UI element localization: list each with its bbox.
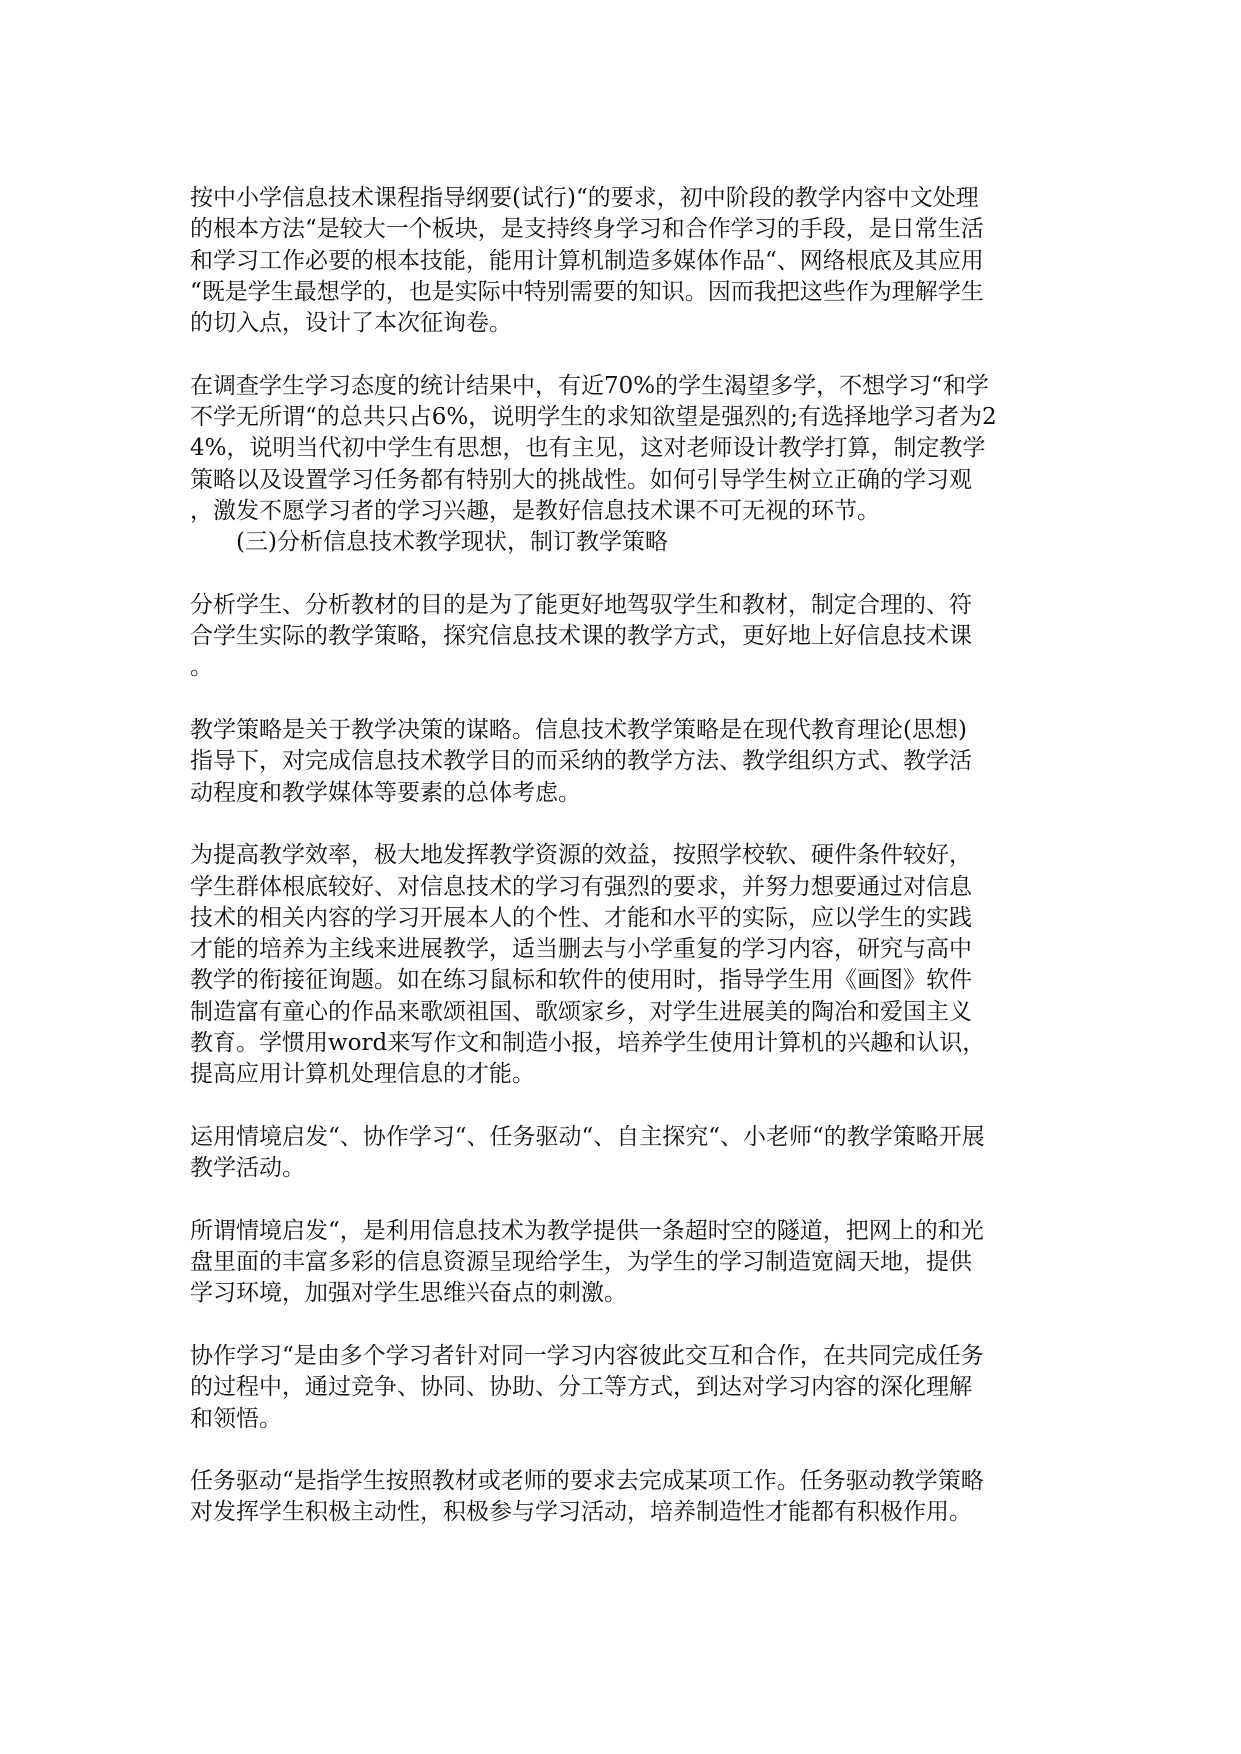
- paragraph-teaching-efficiency: [190, 840, 1060, 1090]
- text-line: “既是学生最想学的，也是实际中特别需要的知识。因而我把这些作为理解学生: [190, 278, 984, 305]
- text-line: 教学策略是关于教学决策的谋略。信息技术教学策略是在现代教育理论(思想): [190, 717, 967, 744]
- section-heading: (三)分析信息技术教学现状，制订教学策略: [236, 529, 668, 556]
- text-line: 和领悟。: [190, 1405, 282, 1432]
- text-line: 按中小学信息技术课程指导纲要(试行)“的要求，初中阶段的教学内容中文处理: [190, 185, 979, 211]
- paragraph-teaching-strategy-definition: [190, 715, 1060, 809]
- text-line: 才能的培养为主线来进展教学，适当删去与小学重复的学习内容，研究与高中: [190, 936, 972, 963]
- text-line: 技术的相关内容的学习开展本人的个性、才能和水平的实际，应以学生的实践: [190, 904, 972, 931]
- text-line: ，激发不愿学习者的学习兴趣，是教好信息技术课不可无视的环节。: [190, 497, 880, 524]
- text-line: 合学生实际的教学策略，探究信息技术课的教学方式，更好地上好信息技术课: [190, 623, 972, 650]
- text-line: 指导下，对完成信息技术教学目的而采纳的教学方法、教学组织方式、教学活: [190, 748, 972, 775]
- text-line: 教学活动。: [190, 1155, 305, 1182]
- paragraph-strategy-list: [190, 1122, 1060, 1185]
- text-line: 学生群体根底较好、对信息技术的学习有强烈的要求，并努力想要通过对信息: [190, 873, 972, 900]
- text-line: 在调查学生学习态度的统计结果中，有近70%的学生渴望多学，不想学习“和学: [190, 372, 989, 399]
- text-line: 运用情境启发“、协作学习“、任务驱动“、自主探究“、小老师“的教学策略开展: [190, 1123, 985, 1150]
- document-body: [190, 183, 1060, 1529]
- text-line: 的切入点，设计了本次征询卷。: [190, 310, 512, 337]
- text-line: 动程度和教学媒体等要素的总体考虑。: [190, 779, 581, 806]
- text-line: 。: [190, 654, 213, 681]
- text-line: 的根本方法“是较大一个板块，是支持终身学习和合作学习的手段，是日常生活: [190, 216, 984, 243]
- paragraph-analysis-purpose: [190, 590, 1060, 684]
- paragraph-survey-results: [190, 371, 1060, 527]
- text-line: 对发挥学生积极主动性，积极参与学习活动，培养制造性才能都有积极作用。: [190, 1499, 972, 1526]
- text-line: 盘里面的丰富多彩的信息资源呈现给学生，为学生的学习制造宽阔天地，提供: [190, 1249, 972, 1276]
- text-line: 为提高教学效率，极大地发挥教学资源的效益，按照学校软、硬件条件较好，: [190, 842, 972, 869]
- paragraph-curriculum-guidelines: [190, 183, 1060, 339]
- text-line: 协作学习“是由多个学习者针对同一学习内容彼此交互和合作，在共同完成任务: [190, 1342, 984, 1369]
- paragraph-situational-inspiration: [190, 1216, 1060, 1310]
- paragraph-task-driven: [190, 1466, 1060, 1529]
- text-line: 4%，说明当代初中学生有思想，也有主见，这对老师设计教学打算，制定教学: [190, 435, 986, 462]
- paragraph-collaborative-learning: [190, 1341, 1060, 1435]
- text-line: 学习环境，加强对学生思维兴奋点的刺激。: [190, 1280, 627, 1307]
- text-line: 的过程中，通过竞争、协同、协助、分工等方式，到达对学习内容的深化理解: [190, 1374, 972, 1401]
- text-line: 制造富有童心的作品来歌颂祖国、歌颂家乡，对学生进展美的陶冶和爱国主义: [190, 998, 972, 1025]
- text-line: 和学习工作必要的根本技能，能用计算机制造多媒体作品“、网络根底及其应用: [190, 247, 984, 274]
- text-line: 教育。学惯用word来写作文和制造小报，培养学生使用计算机的兴趣和认识，: [190, 1030, 986, 1057]
- text-line: 策略以及设置学习任务都有特别大的挑战性。如何引导学生树立正确的学习观: [190, 466, 972, 493]
- text-line: 教学的衔接征询题。如在练习鼠标和软件的使用时，指导学生用《画图》软件: [190, 967, 972, 994]
- text-line: 所谓情境启发“，是利用信息技术为教学提供一条超时空的隧道，把网上的和光: [190, 1217, 984, 1244]
- text-line: 分析学生、分析教材的目的是为了能更好地驾驭学生和教材，制定合理的、符: [190, 591, 972, 618]
- text-line: 提高应用计算机处理信息的才能。: [190, 1061, 535, 1088]
- text-line: 不学无所谓“的总共只占6%，说明学生的求知欲望是强烈的;有选择地学习者为2: [190, 404, 997, 431]
- text-line: 任务驱动“是指学生按照教材或老师的要求去完成某项工作。任务驱动教学策略: [190, 1468, 984, 1495]
